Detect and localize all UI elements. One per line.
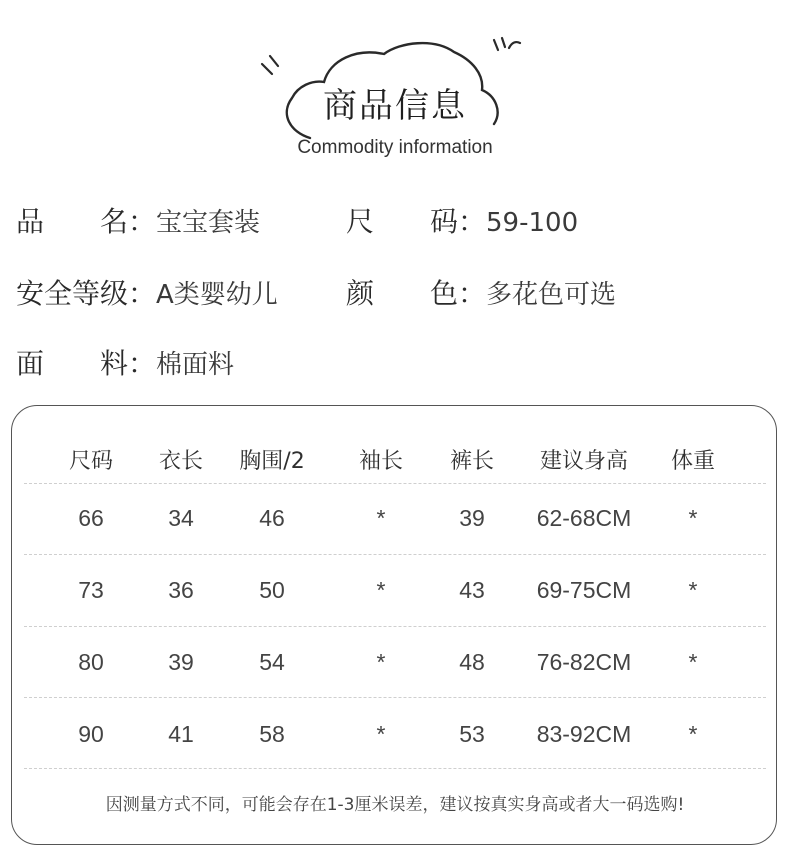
size-value: 59-100 <box>486 208 579 238</box>
color-value: 多花色可选 <box>486 280 617 310</box>
table-divider <box>24 697 766 698</box>
fabric-value: 棉面料 <box>156 350 235 380</box>
table-cell: 76-82CM <box>536 649 632 675</box>
table-cell: 58 <box>259 721 285 747</box>
table-cell: 54 <box>259 649 285 675</box>
table-cell: * <box>688 649 698 675</box>
info-row-size <box>346 205 578 240</box>
table-row <box>12 498 778 538</box>
table-cell: 46 <box>259 505 285 531</box>
table-cell: 50 <box>259 577 285 603</box>
table-cell: 83-92CM <box>536 721 632 747</box>
table-header-cell: 胸围/2 <box>239 449 305 474</box>
table-cell: 90 <box>78 721 104 747</box>
table-cell: * <box>376 649 386 675</box>
table-cell: 66 <box>78 505 104 531</box>
table-row <box>12 570 778 610</box>
table-cell: * <box>688 505 698 531</box>
table-cell: 36 <box>168 577 194 603</box>
name-label: 品 名： <box>16 205 157 238</box>
info-row-fabric <box>16 347 234 382</box>
size-label: 尺 码： <box>346 205 487 238</box>
table-header-cell: 裤长 <box>449 449 494 474</box>
table-header-row <box>12 442 778 482</box>
table-cell: 39 <box>459 505 485 531</box>
fabric-label: 面 料： <box>16 347 157 380</box>
table-divider <box>24 768 766 769</box>
info-row-name <box>16 205 260 240</box>
table-cell: 41 <box>168 721 194 747</box>
table-cell: 62-68CM <box>536 505 632 531</box>
safety-label: 安全等级： <box>16 277 157 310</box>
table-cell: * <box>376 721 386 747</box>
table-cell: * <box>688 577 698 603</box>
table-cell: 48 <box>459 649 485 675</box>
size-table <box>11 405 777 845</box>
table-divider <box>24 626 766 627</box>
table-divider <box>24 483 766 484</box>
table-header-cell: 体重 <box>670 449 715 474</box>
table-cell: * <box>688 721 698 747</box>
table-note: 因测量方式不同，可能会存在1-3厘米误差，建议按真实身高或者大一码选购! <box>105 795 685 815</box>
table-cell: * <box>376 577 386 603</box>
table-header-cell: 尺码 <box>68 449 113 474</box>
table-header-cell: 建议身高 <box>539 449 628 474</box>
table-cell: 34 <box>168 505 194 531</box>
name-value: 宝宝套装 <box>156 208 261 238</box>
page-subtitle: Commodity information <box>297 137 493 158</box>
table-row <box>12 714 778 754</box>
table-row <box>12 642 778 682</box>
safety-value: A类婴幼儿 <box>156 280 278 310</box>
table-cell: 69-75CM <box>536 577 632 603</box>
page-title: 商品信息 <box>323 86 467 126</box>
info-row-color <box>346 277 616 312</box>
table-header-cell: 衣长 <box>158 449 203 474</box>
section-header <box>0 0 790 175</box>
info-row-safety <box>16 277 278 312</box>
table-cell: 73 <box>78 577 104 603</box>
table-cell: 39 <box>168 649 194 675</box>
table-cell: 53 <box>459 721 485 747</box>
table-cell: * <box>376 505 386 531</box>
table-cell: 80 <box>78 649 104 675</box>
color-label: 颜 色： <box>346 277 487 310</box>
table-cell: 43 <box>459 577 485 603</box>
table-header-cell: 袖长 <box>358 449 403 474</box>
table-divider <box>24 554 766 555</box>
